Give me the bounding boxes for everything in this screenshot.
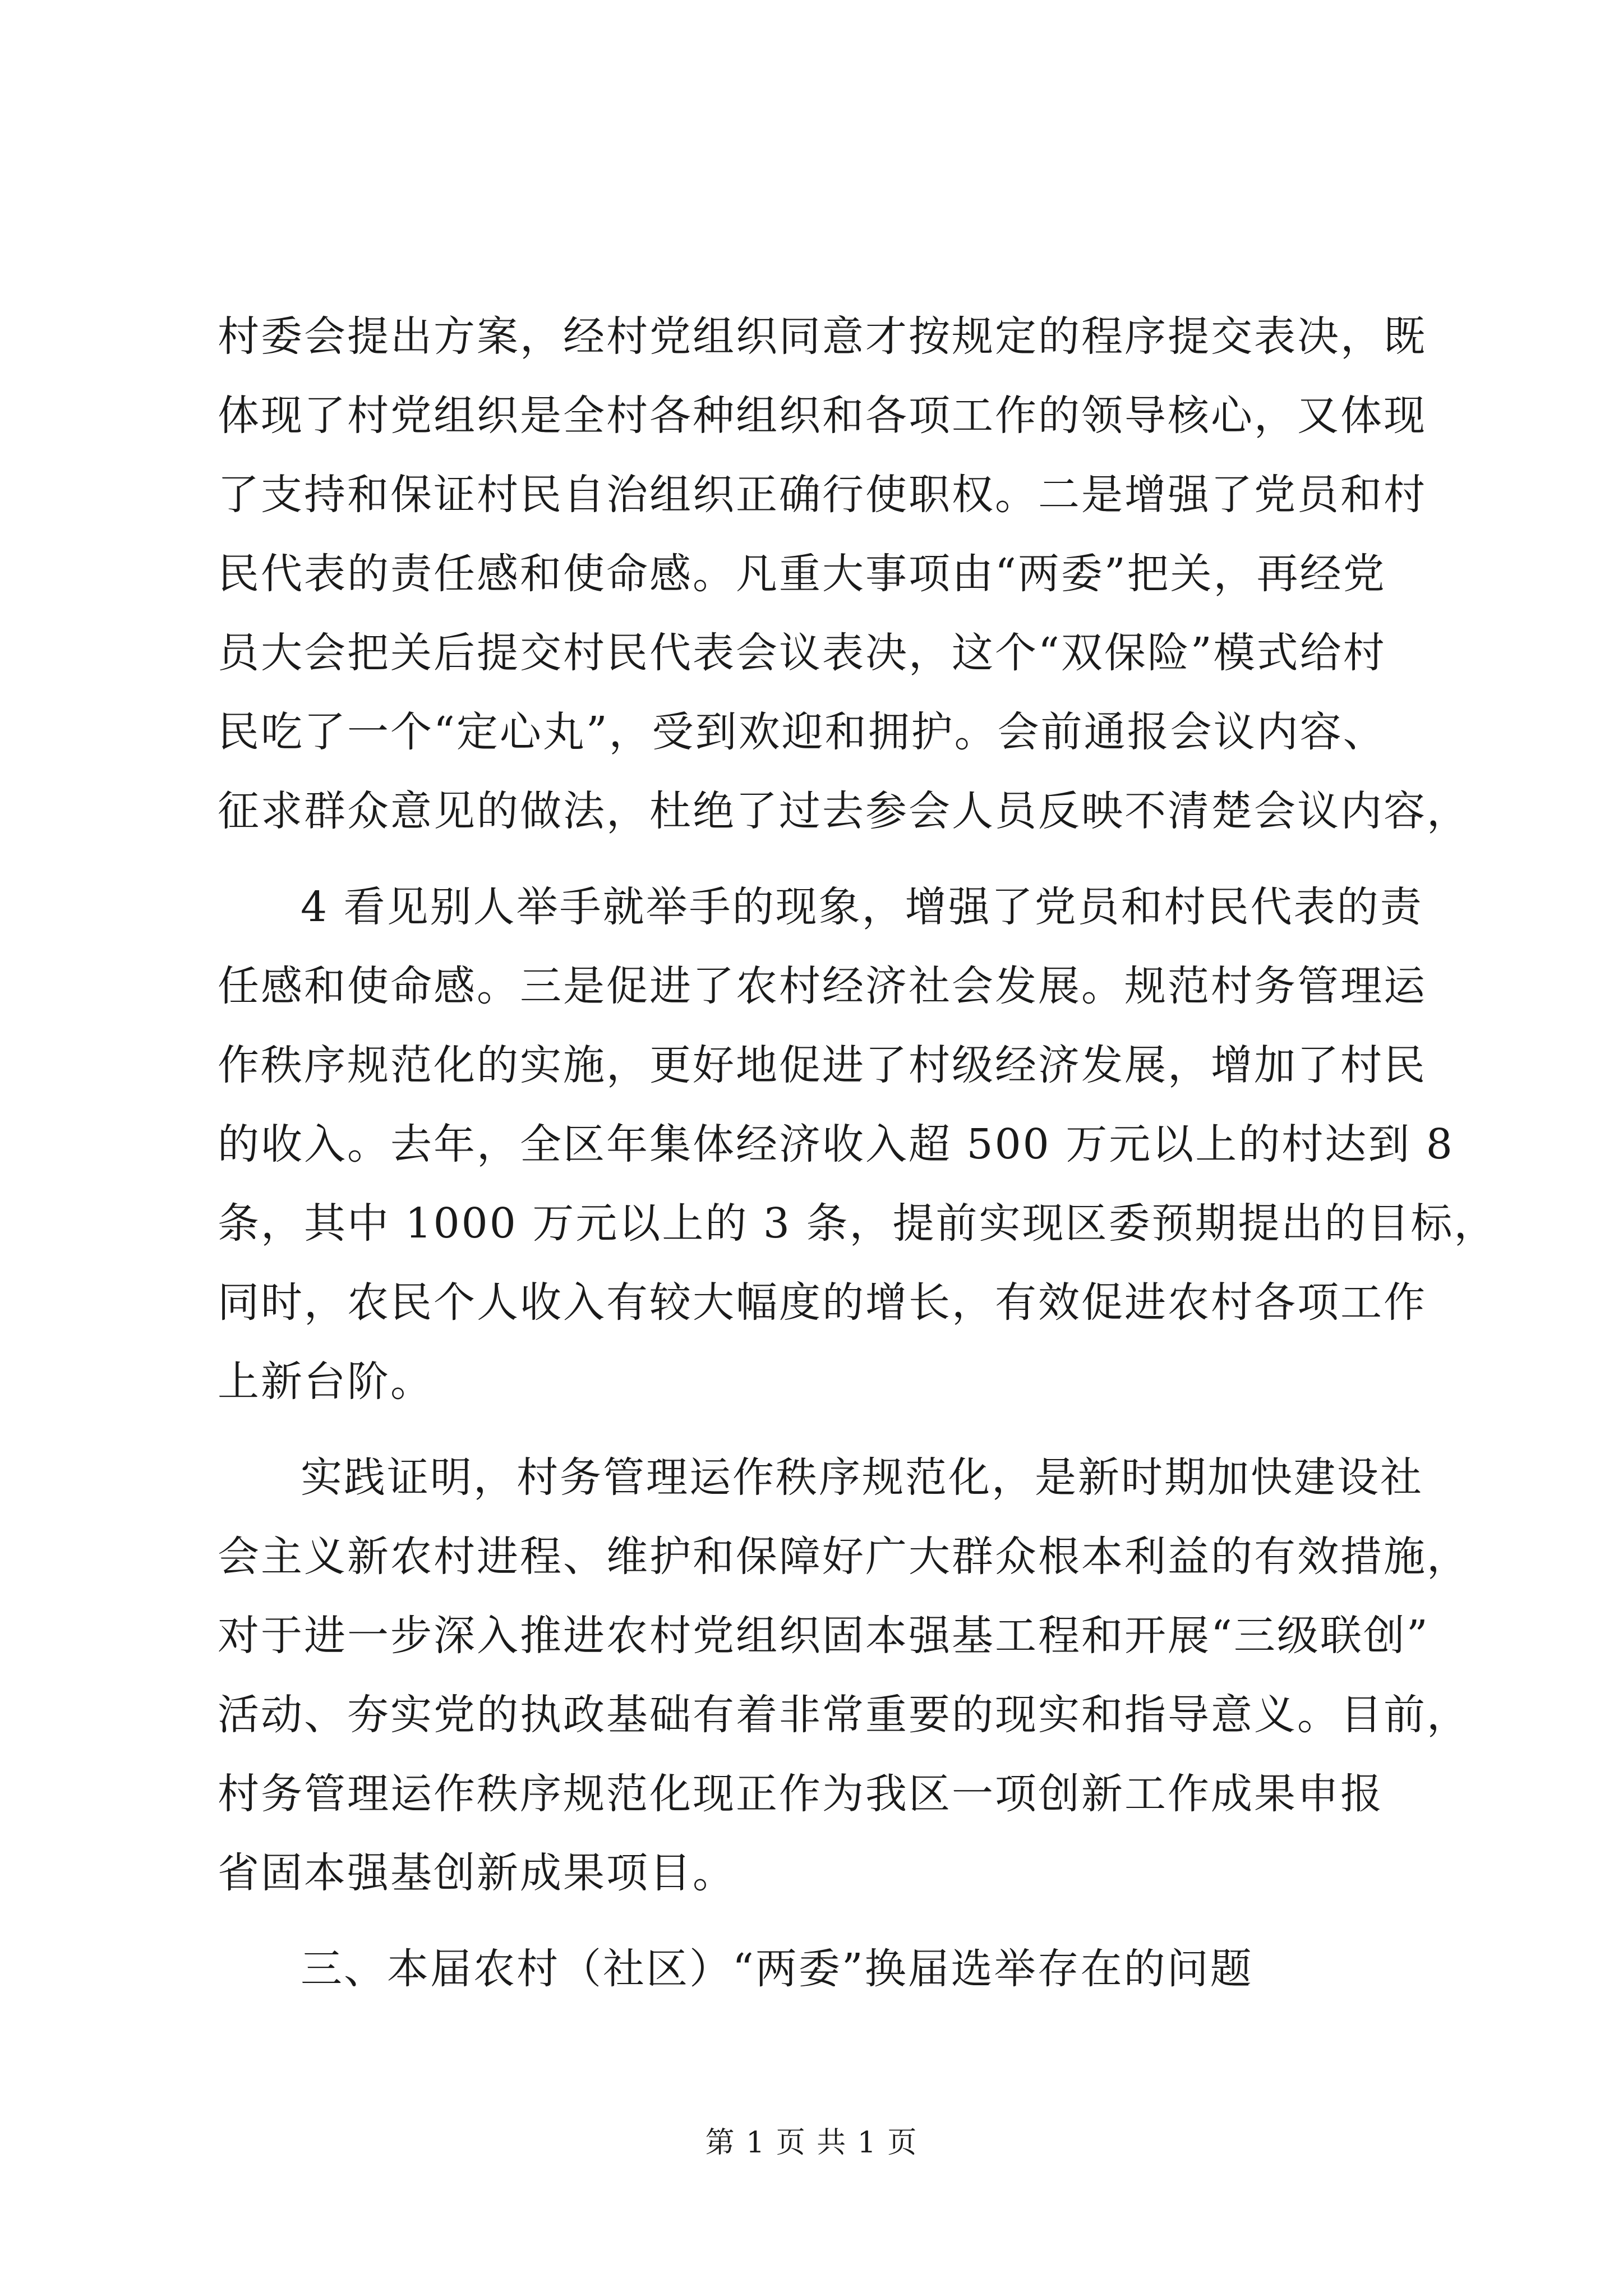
- text-line: 体现了村党组织是全村各种组织和各项工作的领导核心，又体现: [218, 392, 1427, 440]
- text-line: 的收入。去年，全区年集体经济收入超 500 万元以上的村达到 8: [218, 1120, 1454, 1168]
- text-line: 任感和使命感。三是促进了农村经济社会发展。规范村务管理运: [218, 962, 1427, 1010]
- text-line: 省固本强基创新成果项目。: [218, 1849, 736, 1897]
- text-line: 征求群众意见的做法，杜绝了过去参会人员反映不清楚会议内容，: [218, 787, 1470, 835]
- text-line: 对于进一步深入推进农村党组织固本强基工程和开展“三级联创”: [218, 1612, 1430, 1660]
- text-line: 了支持和保证村民自治组织正确行使职权。二是增强了党员和村: [218, 471, 1427, 519]
- body-text: [218, 297, 1497, 2009]
- text-line: 民代表的责任感和使命感。凡重大事项由“两委”把关，再经党: [218, 550, 1386, 598]
- text-line: 村务管理运作秩序规范化现正作为我区一项创新工作成果申报: [218, 1770, 1384, 1818]
- page-footer: 第 1 页 共 1 页: [705, 2126, 918, 2160]
- text-line: 条，其中 1000 万元以上的 3 条，提前实现区委预期提出的目标，: [218, 1199, 1497, 1248]
- text-line: 4 看见别人举手就举手的现象，增强了党员和村民代表的责: [301, 883, 1423, 931]
- text-line: 作秩序规范化的实施，更好地促进了村级经济发展，增加了村民: [218, 1041, 1427, 1089]
- section-heading: 三、本届农村（社区）“两委”换届选举存在的问题: [301, 1945, 1253, 1993]
- text-line: 民吃了一个“定心丸”，受到欢迎和拥护。会前通报会议内容、: [218, 708, 1386, 756]
- text-line: 上新台阶。: [218, 1358, 434, 1406]
- text-line: 同时，农民个人收入有较大幅度的增长，有效促进农村各项工作: [218, 1278, 1427, 1327]
- text-line: 活动、夯实党的执政基础有着非常重要的现实和指导意义。目前，: [218, 1691, 1470, 1739]
- text-line: 会主义新农村进程、维护和保障好广大群众根本利益的有效措施，: [218, 1533, 1470, 1581]
- paragraph-gap: [218, 1913, 1412, 1930]
- text-line: 员大会把关后提交村民代表会议表决，这个“双保险”模式给村: [218, 629, 1386, 677]
- paragraph-gap: [218, 851, 1412, 868]
- paragraph-gap: [218, 1421, 1412, 1438]
- text-line: 实践证明，村务管理运作秩序规范化，是新时期加快建设社: [301, 1453, 1423, 1502]
- text-line: 村委会提出方案，经村党组织同意才按规定的程序提交表决，既: [218, 312, 1427, 361]
